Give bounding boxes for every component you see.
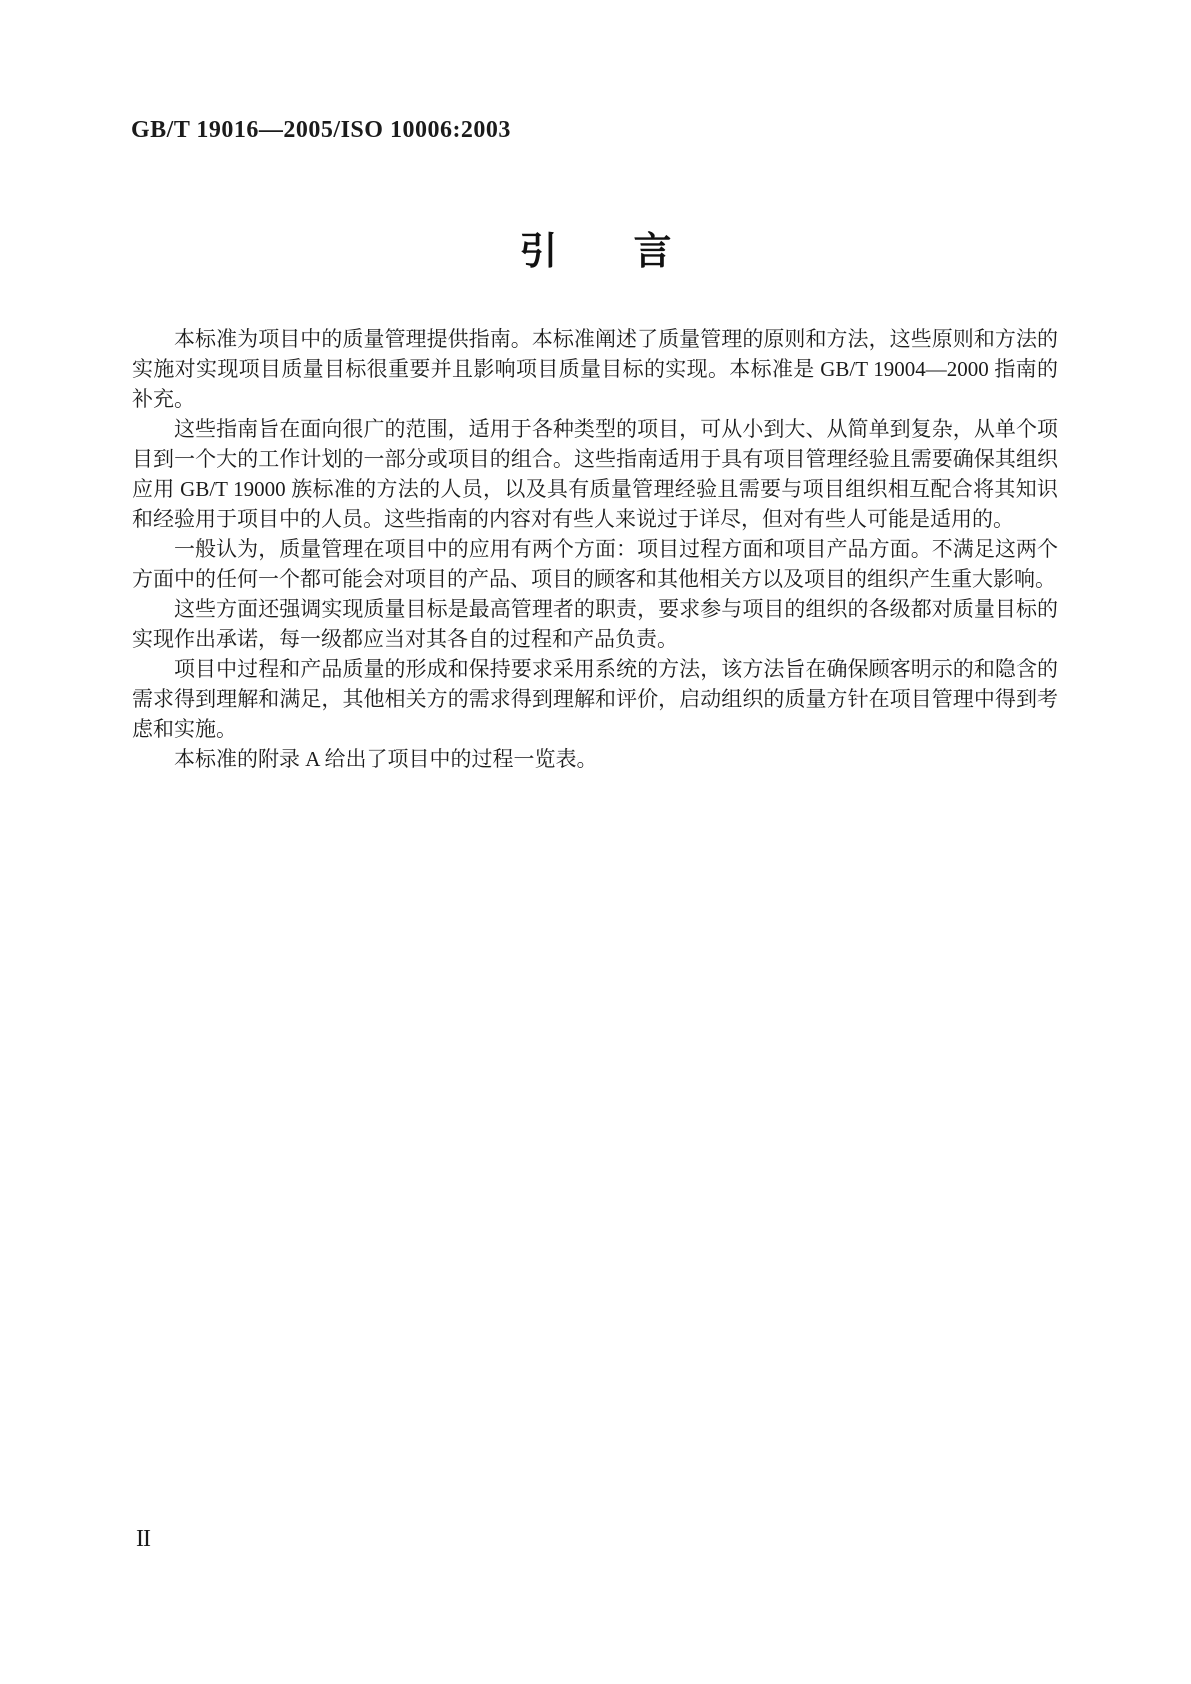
body-text	[132, 324, 1058, 774]
paragraph: 一般认为，质量管理在项目中的应用有两个方面：项目过程方面和项目产品方面。不满足这两个方面中的任何一个都可能会对项目的产品、项目的顾客和其他相关方以及项目的组织产生重大影响。	[132, 537, 1058, 591]
standard-designation-header: GB/T 19016—2005/ISO 10006:2003	[131, 117, 511, 143]
paragraph: 本标准为项目中的质量管理提供指南。本标准阐述了质量管理的原则和方法，这些原则和方法的实施对实现项目质量目标很重要并且影响项目质量目标的实现。本标准是 GB/T 19004—2000 指南的补充。	[132, 327, 1058, 411]
paragraph: 这些方面还强调实现质量目标是最高管理者的职责，要求参与项目的组织的各级都对质量目标的实现作出承诺，每一级都应当对其各自的过程和产品负责。	[132, 597, 1058, 651]
page-title: 引 言	[519, 231, 672, 273]
page-number: II	[136, 1526, 150, 1552]
paragraph: 项目中过程和产品质量的形成和保持要求采用系统的方法，该方法旨在确保顾客明示的和隐含的需求得到理解和满足，其他相关方的需求得到理解和评价，启动组织的质量方针在项目管理中得到考虑和实施。	[132, 657, 1058, 741]
paragraph: 这些指南旨在面向很广的范围，适用于各种类型的项目，可从小到大、从简单到复杂，从单个项目到一个大的工作计划的一部分或项目的组合。这些指南适用于具有项目管理经验且需要确保其组织应用 GB/T 19000 族标准的方法的人员，以及具有质量管理经验且需要与项目组织相互配合将其知识和经验用于项目中的人员。这些指南的内容对有些人来说过于详尽，但对有些人可能是适用的。	[132, 417, 1058, 531]
paragraph: 本标准的附录 A 给出了项目中的过程一览表。	[174, 747, 598, 771]
